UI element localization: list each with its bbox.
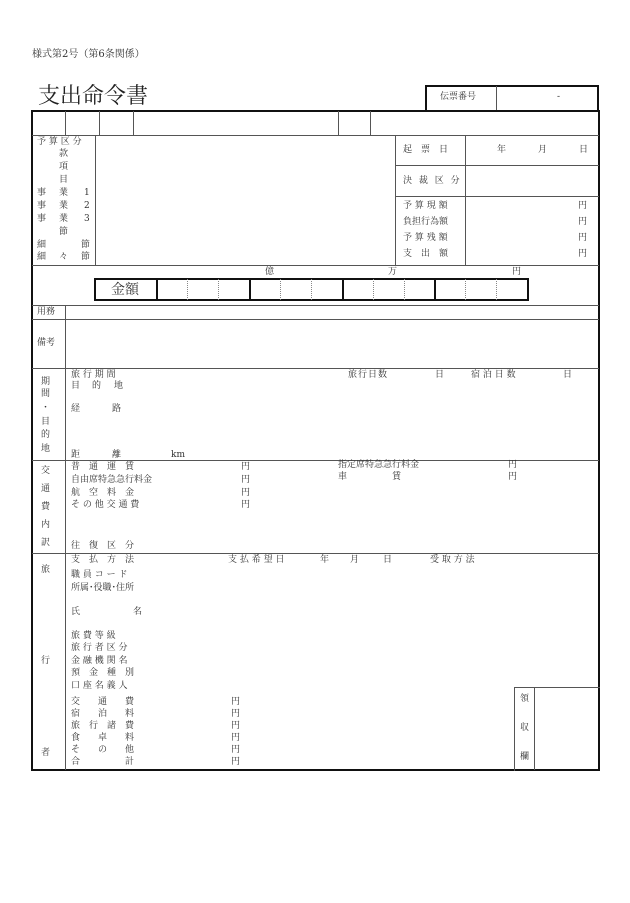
round-trip-label: 往 復 区 分	[71, 541, 135, 551]
approval-label: 決 裁 区 分	[403, 176, 462, 186]
cost-transport-unit: 円	[231, 697, 241, 707]
budget-label-setsu: 節	[59, 227, 69, 237]
cost-input-area[interactable]	[160, 695, 230, 769]
unit-man: 万	[388, 267, 398, 277]
destination-label-2: 的	[92, 381, 102, 391]
budget-label-jigyo1-left: 事	[37, 188, 47, 198]
form-number: 様式第2号（第6条関係）	[32, 49, 145, 60]
traveler-side-label-1: 旅	[41, 565, 51, 575]
other-transport-unit: 円	[241, 500, 251, 510]
period-side-label-3: ・	[41, 403, 51, 413]
amount-digits-field[interactable]	[158, 280, 527, 299]
budget-label-kan: 款	[59, 149, 69, 159]
payment-date-label: 支 払 希 望 日	[228, 555, 285, 565]
slip-number-value[interactable]: -	[557, 92, 561, 102]
unreserved-express-unit: 円	[241, 475, 251, 485]
stay-days-label: 宿 泊 日 数	[471, 370, 516, 380]
row1-divider	[133, 111, 134, 135]
left-label-column	[65, 305, 66, 770]
car-fare-label: 車 賃	[338, 472, 402, 482]
transport-bottom	[32, 553, 599, 554]
slip-number-label: 伝票番号	[440, 92, 477, 102]
distance-unit: km	[171, 450, 185, 460]
employee-code-label: 職 員 コ ー ド	[71, 570, 128, 580]
distance-label-2: 離	[112, 450, 122, 460]
period-side-label-4: 目	[41, 417, 51, 427]
bank-name-label: 金 融 機 関 名	[71, 656, 128, 666]
row1-divider	[99, 111, 100, 135]
cost-total-label: 合 計	[71, 757, 135, 767]
commitment-label: 負担行為額	[403, 217, 449, 227]
regular-fare-label: 普 通 運 賃	[71, 462, 135, 472]
budget-label-saisetsu-left: 細	[37, 240, 47, 250]
cost-misc-label: 旅 行 諸 費	[71, 721, 135, 731]
remarks-label: 備考	[37, 338, 56, 348]
travel-days-label: 旅行日数	[348, 370, 389, 380]
cost-misc-unit: 円	[231, 721, 241, 731]
budget-label-saisaisetsu-right: 節	[81, 252, 91, 262]
budget-bottom	[32, 265, 599, 266]
receipt-method-label: 受 取 方 法	[430, 555, 475, 565]
travel-days-unit: 日	[435, 370, 445, 380]
name-label-left: 氏	[71, 607, 81, 617]
transport-input-area[interactable]	[160, 461, 599, 553]
traveler-input-area[interactable]	[160, 565, 513, 686]
travel-grade-label: 旅 費 等 級	[71, 631, 116, 641]
budget-remaining-unit: 円	[578, 233, 588, 243]
budget-current-unit: 円	[578, 201, 588, 211]
unit-oku: 億	[265, 267, 275, 277]
budget-label-jigyo3-num: 3	[84, 214, 90, 224]
transport-side-label-5: 訳	[41, 538, 51, 548]
unreserved-express-label: 自由席特急急行料金	[71, 475, 153, 485]
payment-date-year-unit: 年	[320, 555, 330, 565]
period-input-area[interactable]	[130, 369, 599, 460]
period-side-label-5: 的	[41, 430, 51, 440]
budget-label-jigyo1-num: 1	[84, 188, 90, 198]
commitment-unit: 円	[578, 217, 588, 227]
destination-label-3: 地	[114, 381, 124, 391]
budget-label-jigyo2-mid: 業	[59, 201, 69, 211]
row1-divider	[370, 111, 371, 135]
budget-label-jigyo2-num: 2	[84, 201, 90, 211]
budget-label-kou: 項	[59, 162, 69, 172]
budget-label-saisaisetsu-left: 細	[37, 252, 47, 262]
receipt-label-3: 欄	[520, 752, 530, 762]
reserved-express-label: 指定席特急急行料金	[338, 460, 420, 470]
cost-total-unit: 円	[231, 757, 241, 767]
deposit-type-label: 預 金 種 別	[71, 668, 135, 678]
payment-date-day-unit: 日	[383, 555, 393, 565]
cost-other-label: そ の 他	[71, 745, 135, 755]
cost-lodging-label: 宿 泊 料	[71, 709, 135, 719]
route-label-1: 経	[71, 404, 81, 414]
cost-other-unit: 円	[231, 745, 241, 755]
payment-method-label: 支 払 方 法	[71, 555, 135, 565]
route-label-2: 路	[112, 404, 122, 414]
amount-label: 金額	[111, 282, 139, 298]
budget-label-saisaisetsu-mid: 々	[59, 252, 69, 262]
budget-right-line	[395, 196, 599, 197]
issue-date-month-unit: 月	[538, 145, 548, 155]
budget-label-saisetsu-right: 節	[81, 240, 91, 250]
account-holder-label: 口 座 名 義 人	[71, 681, 128, 691]
unit-yen: 円	[512, 267, 522, 277]
receipt-label-1: 領	[520, 694, 530, 704]
issue-date-day-unit: 日	[579, 145, 589, 155]
transport-side-label-2: 通	[41, 484, 51, 494]
budget-label-jigyo1-mid: 業	[59, 188, 69, 198]
issue-date-year-unit: 年	[497, 145, 507, 155]
cost-meal-unit: 円	[231, 733, 241, 743]
transport-side-label-4: 内	[41, 520, 51, 530]
destination-label-1: 目	[71, 381, 81, 391]
page-title: 支出命令書	[38, 84, 149, 109]
payment-date-month-unit: 月	[350, 555, 360, 565]
expenditure-label: 支 出 額	[403, 249, 449, 259]
remarks-field[interactable]	[66, 320, 599, 368]
purpose-field[interactable]	[66, 306, 599, 319]
budget-label-jigyo3-mid: 業	[59, 214, 69, 224]
airfare-unit: 円	[241, 488, 251, 498]
budget-label-kubun: 予 算 区 分	[37, 137, 82, 147]
traveler-type-label: 旅 行 者 区 分	[71, 643, 128, 653]
receipt-label-2: 収	[520, 723, 530, 733]
budget-current-label: 予 算 現 額	[403, 201, 448, 211]
row1-divider	[338, 111, 339, 135]
expenditure-unit: 円	[578, 249, 588, 259]
period-side-label-2: 間	[41, 389, 51, 399]
period-side-label-1: 期	[41, 377, 51, 387]
period-side-label-6: 地	[41, 444, 51, 454]
distance-label-1: 距	[71, 450, 81, 460]
cost-transport-label: 交 通 費	[71, 697, 135, 707]
stay-days-unit: 日	[563, 370, 573, 380]
reserved-express-unit: 円	[508, 460, 518, 470]
slip-number-divider	[496, 86, 497, 110]
budget-remaining-label: 予 算 残 額	[403, 233, 448, 243]
transport-side-label-3: 費	[41, 502, 51, 512]
transport-side-label-1: 交	[41, 466, 51, 476]
cost-lodging-unit: 円	[231, 709, 241, 719]
budget-label-jigyo2-left: 事	[37, 201, 47, 211]
approval-field[interactable]	[466, 166, 599, 196]
traveler-side-label-2: 行	[41, 656, 51, 666]
cost-meal-label: 食 卓 料	[71, 733, 135, 743]
airfare-label: 航 空 料 金	[71, 488, 135, 498]
car-fare-unit: 円	[508, 472, 518, 482]
traveler-side-label-3: 者	[41, 748, 51, 758]
regular-fare-unit: 円	[241, 462, 251, 472]
name-label-right: 名	[133, 607, 143, 617]
travel-period-label: 旅 行 期 間	[71, 370, 116, 380]
budget-label-jigyo3-left: 事	[37, 214, 47, 224]
row1-divider	[65, 111, 66, 135]
budget-right-divider	[395, 135, 396, 265]
purpose-label: 用務	[37, 307, 56, 317]
budget-input-area[interactable]	[96, 136, 394, 264]
other-transport-label: そ の 他 交 通 費	[71, 500, 140, 510]
affiliation-label: 所属･役職･住所	[71, 583, 135, 593]
budget-label-moku: 目	[59, 175, 69, 185]
receipt-signature-field[interactable]	[535, 688, 598, 769]
issue-date-label: 起 票 日	[403, 145, 449, 155]
